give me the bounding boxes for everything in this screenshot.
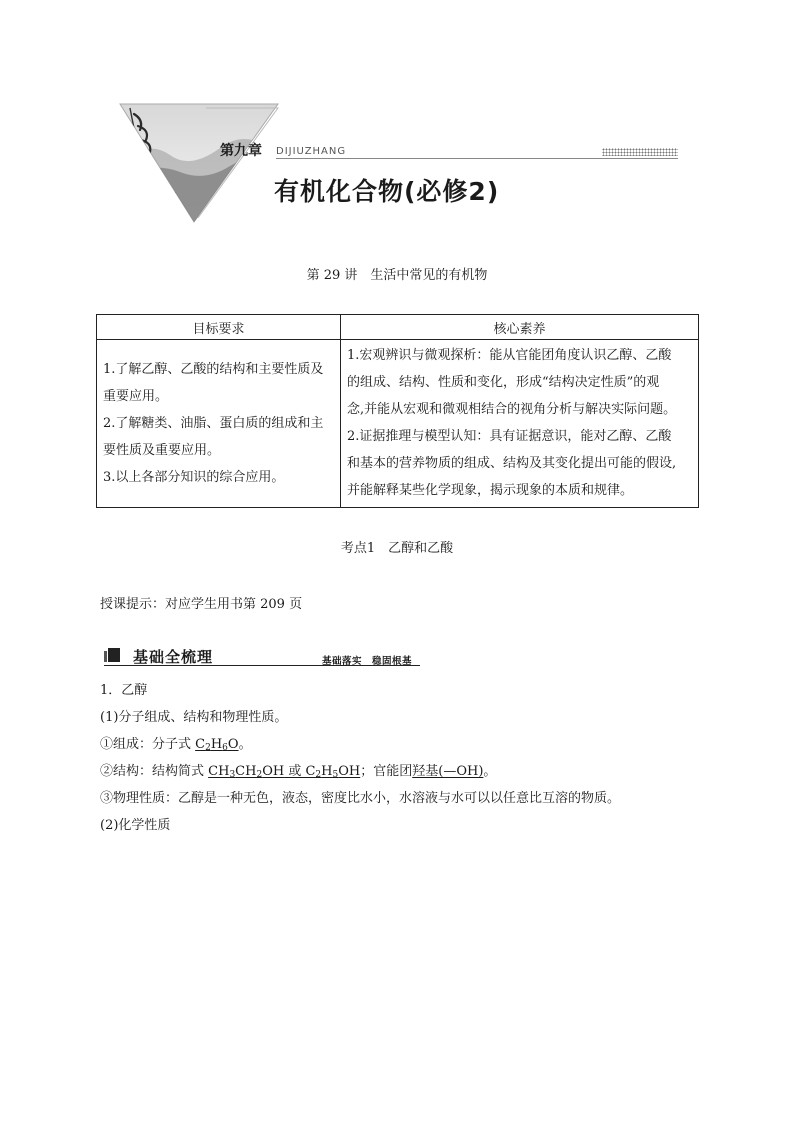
table-header-goals: 目标要求 — [97, 315, 341, 340]
section-title: 考点1 乙醇和乙酸 — [340, 541, 454, 556]
chapter-title: 有机化合物(必修2) — [274, 177, 500, 206]
requirement-line: 2.了解糖类、油脂、蛋白质的组成和主 — [103, 416, 324, 431]
structural-formula: $CH_3CH_2OH$ 或 $C_2H_5OH$ — [208, 764, 361, 780]
teaching-hint: 授课提示：对应学生用书第 209 页 — [100, 597, 303, 612]
lecture-title: 第 29 讲 生活中常见的有机物 — [306, 268, 488, 283]
table-header-row — [97, 315, 699, 340]
chapter-banner-art — [110, 100, 290, 225]
literacy-line: 并能解释某些化学现象，揭示现象的本质和规律。 — [347, 483, 634, 498]
requirement-line: 重要应用。 — [103, 389, 169, 404]
chapter-number: 第九章 — [220, 143, 262, 159]
literacy-line: 的组成、结构、性质和变化，形成“结构决定性质”的观 — [347, 375, 660, 390]
requirement-line: 3.以上各部分知识的综合应用。 — [103, 470, 285, 485]
composition-line: ①组成：分子式 $C_2H_6O$。 — [100, 737, 252, 753]
literacy-cell — [341, 340, 699, 508]
foundation-title: 基础全梳理 — [133, 648, 214, 666]
goals-table — [96, 314, 699, 508]
literacy-line: 1.宏观辨识与微观探析：能从官能团角度认识乙醇、乙酸 — [347, 348, 672, 363]
literacy-line: 念,并能从宏观和微观相结合的视角分析与解决实际问题。 — [347, 402, 677, 417]
heading-ethanol: 1．乙醇 — [100, 683, 148, 698]
foundation-divider — [104, 665, 420, 666]
requirement-line: 1.了解乙醇、乙酸的结构和主要性质及 — [103, 362, 324, 377]
chapter-dot-pattern — [602, 148, 678, 156]
table-row — [97, 340, 699, 508]
requirements-cell — [97, 340, 341, 508]
table-header-literacy: 核心素养 — [341, 315, 699, 340]
structure-line: ②结构：结构简式 $CH_3CH_2OH$ 或 $C_2H_5OH$；官能团羟基(—OH)。 — [100, 764, 497, 780]
section-square-icon — [104, 648, 120, 662]
foundation-subtitle: 基础落实 稳固根基 — [322, 656, 413, 667]
molecular-formula: $C_2H_6O$ — [195, 737, 239, 753]
functional-group: 羟基(—OH) — [412, 764, 484, 779]
subheading-chemical: (2)化学性质 — [100, 818, 171, 833]
literacy-line: 2.证据推理与模型认知：具有证据意识，能对乙醇、乙酸 — [347, 429, 672, 444]
chapter-pinyin: DIJIUZHANG — [276, 146, 347, 157]
subheading-composition: (1)分子组成、结构和物理性质。 — [100, 710, 288, 725]
chapter-divider — [276, 158, 678, 159]
requirement-line: 要性质及重要应用。 — [103, 443, 221, 458]
literacy-line: 和基本的营养物质的组成、结构及其变化提出可能的假设, — [347, 456, 677, 471]
physical-properties-line: ③物理性质：乙醇是一种无色，液态，密度比水小，水溶液与水可以以任意比互溶的物质。 — [100, 791, 621, 806]
